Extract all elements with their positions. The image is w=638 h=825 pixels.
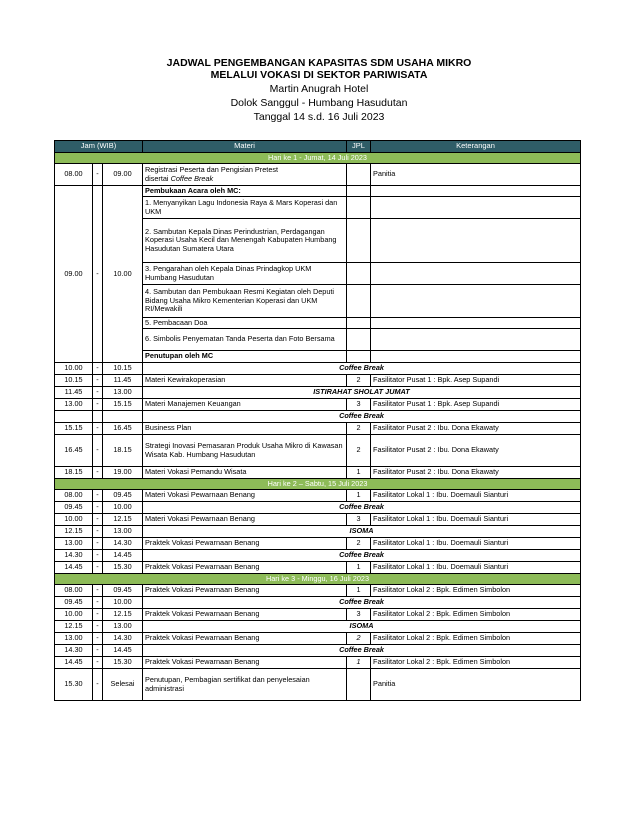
materi-text: disertai xyxy=(145,173,171,183)
table-row xyxy=(55,399,581,411)
start-time: 14.30 xyxy=(55,550,93,562)
start-time: 10.00 xyxy=(55,514,93,526)
materi-cell: 5. Pembacaan Doa xyxy=(143,318,347,329)
keterangan-cell xyxy=(371,318,581,329)
start-time: 08.00 xyxy=(55,585,93,597)
table-row xyxy=(55,669,581,701)
col-materi: Materi xyxy=(143,141,347,153)
start-time: 13.00 xyxy=(55,633,93,645)
keterangan-cell xyxy=(371,197,581,219)
start-time: 15.30 xyxy=(55,669,93,701)
jpl-cell: 1 xyxy=(347,562,371,574)
start-time: 14.30 xyxy=(55,645,93,657)
keterangan-cell xyxy=(371,351,581,363)
keterangan-cell xyxy=(371,263,581,285)
break-label: ISTIRAHAT SHOLAT JUMAT xyxy=(143,387,581,399)
end-time: 13.00 xyxy=(103,621,143,633)
start-time: 12.15 xyxy=(55,621,93,633)
jpl-cell xyxy=(347,318,371,329)
jpl-cell: 2 xyxy=(347,538,371,550)
dash: - xyxy=(93,585,103,597)
materi-cell: Materi Vokasi Pewarnaan Benang xyxy=(143,490,347,502)
start-time: 13.00 xyxy=(55,399,93,411)
table-row xyxy=(55,387,581,399)
table-row xyxy=(55,435,581,467)
dash: - xyxy=(93,490,103,502)
start-time: 11.45 xyxy=(55,387,93,399)
end-time: 14.30 xyxy=(103,633,143,645)
start-time: 10.00 xyxy=(55,363,93,375)
end-time: 10.00 xyxy=(103,186,143,363)
dash: - xyxy=(93,609,103,621)
jpl-cell: 3 xyxy=(347,514,371,526)
dash: - xyxy=(93,423,103,435)
materi-italic: Coffee Break xyxy=(170,173,214,183)
jpl-cell: 1 xyxy=(347,657,371,669)
jpl-cell xyxy=(347,669,371,701)
table-row xyxy=(55,597,581,609)
col-keterangan: Keterangan xyxy=(371,141,581,153)
end-time: 09.45 xyxy=(103,585,143,597)
break-label: Coffee Break xyxy=(143,502,581,514)
jpl-cell: 2 xyxy=(347,423,371,435)
jpl-cell: 3 xyxy=(347,609,371,621)
end-time: 14.30 xyxy=(103,538,143,550)
dash xyxy=(93,411,103,423)
start-time: 09.45 xyxy=(55,502,93,514)
table-row xyxy=(55,502,581,514)
jpl-cell xyxy=(347,351,371,363)
materi-cell: 6. Simbolis Penyematan Tanda Peserta dan Foto Bersama xyxy=(143,329,347,351)
dash: - xyxy=(93,597,103,609)
venue: Martin Anugrah Hotel xyxy=(269,83,369,95)
table-row xyxy=(55,467,581,479)
dash: - xyxy=(93,375,103,387)
jpl-cell: 1 xyxy=(347,585,371,597)
dash: - xyxy=(93,399,103,411)
table-row xyxy=(55,562,581,574)
dash: - xyxy=(93,164,103,186)
start-time: 09.00 xyxy=(55,186,93,363)
break-label: Coffee Break xyxy=(143,645,581,657)
keterangan-cell: Fasilitator Pusat 1 : Bpk. Asep Supandi xyxy=(371,375,581,387)
jpl-cell xyxy=(347,186,371,197)
jpl-cell: 1 xyxy=(347,490,371,502)
end-time xyxy=(103,411,143,423)
break-label: ISOMA xyxy=(143,621,581,633)
table-row xyxy=(55,609,581,621)
dash: - xyxy=(93,363,103,375)
jpl-cell: 3 xyxy=(347,399,371,411)
end-time: 19.00 xyxy=(103,467,143,479)
break-label: ISOMA xyxy=(143,526,581,538)
day-header xyxy=(55,479,581,490)
dash: - xyxy=(93,387,103,399)
dash: - xyxy=(93,186,103,363)
end-time: 13.00 xyxy=(103,387,143,399)
keterangan-cell: Fasilitator Lokal 2 : Bpk. Edimen Simbolon xyxy=(371,585,581,597)
keterangan-cell xyxy=(371,219,581,263)
table-row xyxy=(55,514,581,526)
keterangan-cell xyxy=(371,329,581,351)
end-time: 15.30 xyxy=(103,657,143,669)
keterangan-cell: Fasilitator Lokal 1 : Ibu. Doemauli Sianturi xyxy=(371,490,581,502)
end-time: 10.00 xyxy=(103,597,143,609)
jpl-cell xyxy=(347,285,371,318)
end-time: 11.45 xyxy=(103,375,143,387)
break-label: Coffee Break xyxy=(143,411,581,423)
table-row xyxy=(55,633,581,645)
materi-text: Registrasi Peserta dan Pengisian Pretest xyxy=(145,164,279,174)
start-time: 14.45 xyxy=(55,562,93,574)
end-time: 09.45 xyxy=(103,490,143,502)
materi-cell: Materi Vokasi Pemandu Wisata xyxy=(143,467,347,479)
keterangan-cell xyxy=(371,285,581,318)
end-time: 12.15 xyxy=(103,514,143,526)
materi-cell: 2. Sambutan Kepala Dinas Perindustrian, Perdagangan Koperasi Usaha Kecil dan Menengah Kabupaten Humbang Hasudutan Sumatera Utara xyxy=(143,219,347,263)
materi-cell: Business Plan xyxy=(143,423,347,435)
keterangan-cell: Fasilitator Pusat 2 : Ibu. Dona Ekawaty xyxy=(371,467,581,479)
materi-cell: Praktek Vokasi Pewarnaan Benang xyxy=(143,633,347,645)
start-time: 15.15 xyxy=(55,423,93,435)
keterangan-cell: Fasilitator Pusat 2 : Ibu. Dona Ekawaty xyxy=(371,435,581,467)
day1-title: Hari ke 1 - Jumat, 14 Juli 2023 xyxy=(55,153,581,164)
break-label: Coffee Break xyxy=(143,363,581,375)
keterangan-cell xyxy=(371,186,581,197)
keterangan-cell: Fasilitator Lokal 2 : Bpk. Edimen Simbolon xyxy=(371,609,581,621)
end-time: 10.15 xyxy=(103,363,143,375)
start-time: 13.00 xyxy=(55,538,93,550)
table-row xyxy=(55,526,581,538)
end-time: 13.00 xyxy=(103,526,143,538)
col-jam: Jam (WIB) xyxy=(55,141,143,153)
materi-cell: Pembukaan Acara oleh MC: xyxy=(143,186,347,197)
dash: - xyxy=(93,526,103,538)
table-row xyxy=(55,550,581,562)
materi-cell: Praktek Vokasi Pewarnaan Benang xyxy=(143,562,347,574)
keterangan-cell: Fasilitator Lokal 1 : Ibu. Doemauli Sianturi xyxy=(371,538,581,550)
date-range: Tanggal 14 s.d. 16 Juli 2023 xyxy=(253,111,385,123)
jpl-cell xyxy=(347,329,371,351)
start-time: 10.00 xyxy=(55,609,93,621)
materi-cell: Praktek Vokasi Pewarnaan Benang xyxy=(143,609,347,621)
materi-cell: Praktek Vokasi Pewarnaan Benang xyxy=(143,585,347,597)
dash: - xyxy=(93,502,103,514)
start-time: 09.45 xyxy=(55,597,93,609)
end-time: 15.15 xyxy=(103,399,143,411)
start-time: 08.00 xyxy=(55,164,93,186)
jpl-cell xyxy=(347,197,371,219)
table-row xyxy=(55,164,581,186)
table-row xyxy=(55,375,581,387)
doc-title-line1: JADWAL PENGEMBANGAN KAPASITAS SDM USAHA MIKRO xyxy=(166,57,472,69)
dash: - xyxy=(93,562,103,574)
table-row xyxy=(55,538,581,550)
end-time: 16.45 xyxy=(103,423,143,435)
end-time: 14.45 xyxy=(103,645,143,657)
start-time: 08.00 xyxy=(55,490,93,502)
start-time: 12.15 xyxy=(55,526,93,538)
end-time: 10.00 xyxy=(103,502,143,514)
materi-cell: Penutupan, Pembagian sertifikat dan penyelesaian administrasi xyxy=(143,669,347,701)
keterangan-cell: Panitia xyxy=(371,164,581,186)
keterangan-cell: Fasilitator Pusat 2 : Ibu. Dona Ekawaty xyxy=(371,423,581,435)
materi-cell xyxy=(143,164,347,186)
dash: - xyxy=(93,467,103,479)
materi-cell: Praktek Vokasi Pewarnaan Benang xyxy=(143,538,347,550)
keterangan-cell: Fasilitator Lokal 1 : Ibu. Doemauli Sianturi xyxy=(371,562,581,574)
keterangan-cell: Panitia xyxy=(371,669,581,701)
table-row xyxy=(55,423,581,435)
jpl-cell: 2 xyxy=(347,633,371,645)
table-row xyxy=(55,411,581,423)
start-time: 14.45 xyxy=(55,657,93,669)
doc-title-line2: MELALUI VOKASI DI SEKTOR PARIWISATA xyxy=(210,69,428,81)
dash: - xyxy=(93,645,103,657)
start-time: 10.15 xyxy=(55,375,93,387)
jpl-cell: 2 xyxy=(347,435,371,467)
end-time: 15.30 xyxy=(103,562,143,574)
jpl-cell: 1 xyxy=(347,467,371,479)
day3-title: Hari ke 3 - Minggu, 16 Juli 2023 xyxy=(55,574,581,585)
keterangan-cell: Fasilitator Lokal 2 : Bpk. Edimen Simbolon xyxy=(371,633,581,645)
materi-cell: Penutupan oleh MC xyxy=(143,351,347,363)
jpl-cell xyxy=(347,219,371,263)
materi-cell: Materi Manajemen Keuangan xyxy=(143,399,347,411)
end-time: Selesai xyxy=(103,669,143,701)
location: Dolok Sanggul - Humbang Hasudutan xyxy=(230,97,408,109)
dash: - xyxy=(93,514,103,526)
day-header xyxy=(55,153,581,164)
materi-cell: 4. Sambutan dan Pembukaan Resmi Kegiatan oleh Deputi Bidang Usaha Mikro Kementerian Koperasi dan UKM RI/Mewakili xyxy=(143,285,347,318)
dash: - xyxy=(93,657,103,669)
materi-cell: 1. Menyanyikan Lagu Indonesia Raya & Mars Koperasi dan UKM xyxy=(143,197,347,219)
end-time: 12.15 xyxy=(103,609,143,621)
dash: - xyxy=(93,538,103,550)
end-time: 14.45 xyxy=(103,550,143,562)
end-time: 09.00 xyxy=(103,164,143,186)
table-header xyxy=(55,141,581,153)
dash: - xyxy=(93,550,103,562)
break-label: Coffee Break xyxy=(143,597,581,609)
dash: - xyxy=(93,669,103,701)
day-header xyxy=(55,574,581,585)
materi-cell: Materi Vokasi Pewarnaan Benang xyxy=(143,514,347,526)
schedule-table xyxy=(54,140,581,701)
start-time: 16.45 xyxy=(55,435,93,467)
table-row xyxy=(55,657,581,669)
materi-cell: Strategi Inovasi Pemasaran Produk Usaha Mikro di Kawasan Wisata Kab. Humbang Hasudutan xyxy=(143,435,347,467)
col-jpl: JPL xyxy=(347,141,371,153)
jpl-cell xyxy=(347,164,371,186)
day2-title: Hari ke 2 – Sabtu, 15 Juli 2023 xyxy=(55,479,581,490)
table-row xyxy=(55,585,581,597)
jpl-cell: 2 xyxy=(347,375,371,387)
table-row xyxy=(55,490,581,502)
keterangan-cell: Fasilitator Lokal 2 : Bpk. Edimen Simbolon xyxy=(371,657,581,669)
keterangan-cell: Fasilitator Pusat 1 : Bpk. Asep Supandi xyxy=(371,399,581,411)
table-row xyxy=(55,363,581,375)
table-row xyxy=(55,621,581,633)
dash: - xyxy=(93,621,103,633)
dash: - xyxy=(93,435,103,467)
table-row xyxy=(55,645,581,657)
end-time: 18.15 xyxy=(103,435,143,467)
materi-cell: Praktek Vokasi Pewarnaan Benang xyxy=(143,657,347,669)
materi-cell: 3. Pengarahan oleh Kepala Dinas Prindagkop UKM Humbang Hasudutan xyxy=(143,263,347,285)
dash: - xyxy=(93,633,103,645)
table-row xyxy=(55,186,581,197)
keterangan-cell: Fasilitator Lokal 1 : Ibu. Doemauli Sianturi xyxy=(371,514,581,526)
start-time: 18.15 xyxy=(55,467,93,479)
start-time xyxy=(55,411,93,423)
jpl-cell xyxy=(347,263,371,285)
break-label: Coffee Break xyxy=(143,550,581,562)
materi-cell: Materi Kewirakoperasian xyxy=(143,375,347,387)
